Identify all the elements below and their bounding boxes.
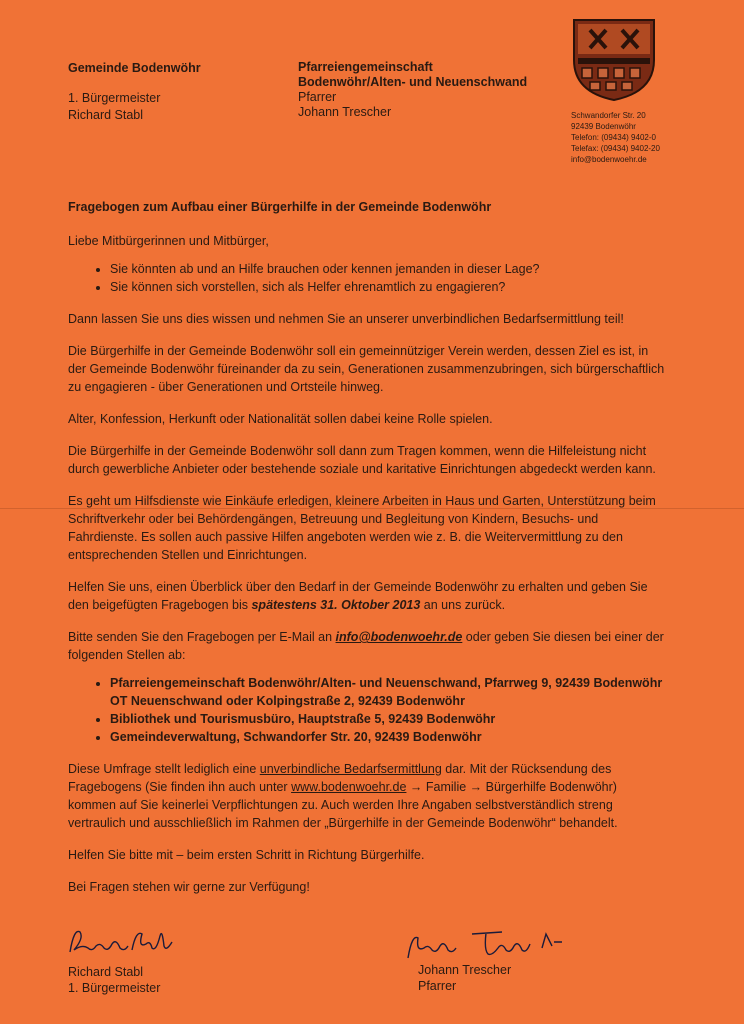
signer-name: Richard Stabl <box>68 965 144 979</box>
paragraph-questions: Bei Fragen stehen wir gerne zur Verfügung! <box>68 880 310 894</box>
parish-block <box>298 60 527 120</box>
list-item: • Pfarreiengemeinschaft Bodenwöhr/Alten- und Neuenschwand, Pfarrweg 9, 92439 Bodenwöhr OT Neuenschwand oder Kolpingstraße 2, 92439 Bodenwöhr <box>110 674 666 710</box>
paragraph-inclusion: Alter, Konfession, Herkunft oder Nationalität sollen dabei keine Rolle spielen. <box>68 412 493 426</box>
paragraph-services: Es geht um Hilfsdienste wie Einkäufe erledigen, kleinere Arbeiten in Haus und Garten, Unterstützung beim Schriftverkehr oder bei Behördengängen, Betreuung und Begleitung von Kindern, Besuchs- und Fahrdienste. Es sollen auch passive Hilfen angeboten werden wie z. B. die Weitervermittlung zu den entsprechenden Stellen und Einrichtungen. <box>68 494 656 562</box>
paragraph-disclaimer: Diese Umfrage stellt lediglich eine unverbindliche Bedarfsermittlung dar. Mit der Rücksendung des Fragebogens (Sie finden ihn auch unter www.bodenwoehr.de → Familie → Bürgerhilfe Bodenwöhr) kommen auf Sie keinerlei Verpflichtungen zu. Auch werden Ihre Angaben selbstverständlich streng vertraulich und ausschließlich im Rahmen der „Bürgerhilfe in der Gemeinde Bodenwöhr“ behandelt. <box>68 762 618 830</box>
contact-fax: Telefax: (09434) 9402-20 <box>571 144 660 153</box>
paragraph-goal: Die Bürgerhilfe in der Gemeinde Bodenwöhr soll ein gemeinnütziger Verein werden, dessen Ziel es ist, in der Gemeinde Bodenwöhr füreinander da zu sein, Generationen zusammenzubringen, sich bürgerschaftlich zu engagieren - über Generationen und Ortsteile hinweg. <box>68 344 665 394</box>
paragraph-return: Bitte senden Sie den Fragebogen per E-Mail an info@bodenwoehr.de oder geben Sie diesen bei einer der folgenden Stellen ab: <box>68 630 664 662</box>
paragraph-deadline: Helfen Sie uns, einen Überblick über den Bedarf in der Gemeinde Bodenwöhr zu erhalten und geben Sie den beigefügten Fragebogen bis spätestens 31. Oktober 2013 an uns zurück. <box>68 580 648 612</box>
pastor-title: Pfarrer <box>298 90 337 104</box>
letter-title: Fragebogen zum Aufbau einer Bürgerhilfe in der Gemeinde Bodenwöhr <box>68 200 492 214</box>
paragraph-scope: Die Bürgerhilfe in der Gemeinde Bodenwöhr soll dann zum Tragen kommen, wenn die Hilfeleistung nicht durch gewerbliche Anbieter oder bestehende soziale und karitative Einrichtungen abgedeckt werden kann. <box>68 444 656 476</box>
list-item: • Gemeindeverwaltung, Schwandorfer Str. 20, 92439 Bodenwöhr <box>110 728 666 746</box>
mayor-name: Richard Stabl <box>68 108 144 122</box>
signer-title: 1. Bürgermeister <box>68 981 161 995</box>
parish-name-line2: Bodenwöhr/Alten- und Neuenschwand <box>298 75 528 89</box>
signer-title: Pfarrer <box>418 979 457 993</box>
mayor-title: 1. Bürgermeister <box>68 91 161 105</box>
drop-off-locations <box>68 674 666 746</box>
website-link[interactable]: www.bodenwoehr.de <box>291 780 407 794</box>
pastor-name: Johann Trescher <box>298 105 392 119</box>
contact-block <box>571 110 660 165</box>
email-link[interactable]: info@bodenwoehr.de <box>335 630 463 644</box>
paragraph-appeal: Helfen Sie bitte mit – beim ersten Schritt in Richtung Bürgerhilfe. <box>68 848 425 862</box>
municipality-name: Gemeinde Bodenwöhr <box>68 61 201 75</box>
coat-of-arms-icon <box>570 14 658 102</box>
salutation: Liebe Mitbürgerinnen und Mitbürger, <box>68 234 269 248</box>
parish-name-line1: Pfarreiengemeinschaft <box>298 60 433 74</box>
contact-city: 92439 Bodenwöhr <box>571 122 636 131</box>
nonbinding-note: unverbindliche Bedarfsermittlung <box>259 762 442 776</box>
signer-name: Johann Trescher <box>418 963 512 977</box>
question-list <box>68 260 666 296</box>
contact-phone: Telefon: (09434) 9402-0 <box>571 133 656 142</box>
municipality-block <box>68 60 201 124</box>
contact-street: Schwandorfer Str. 20 <box>571 111 646 120</box>
signature-mayor <box>66 922 186 964</box>
contact-email: info@bodenwoehr.de <box>571 155 647 164</box>
list-item: • Bibliothek und Tourismusbüro, Hauptstraße 5, 92439 Bodenwöhr <box>110 710 666 728</box>
list-item: • Sie können sich vorstellen, sich als Helfer ehrenamtlich zu engagieren? <box>110 278 666 296</box>
list-item: • Sie könnten ab und an Hilfe brauchen oder kennen jemanden in dieser Lage? <box>110 260 666 278</box>
mayor-signature-block <box>68 964 160 996</box>
pastor-signature-block <box>418 962 511 994</box>
deadline-date: spätestens 31. Oktober 2013 <box>251 598 421 612</box>
letter-body <box>68 198 666 910</box>
paragraph-invitation: Dann lassen Sie uns dies wissen und nehmen Sie an unserer unverbindlichen Bedarfsermittlung teil! <box>68 312 624 326</box>
